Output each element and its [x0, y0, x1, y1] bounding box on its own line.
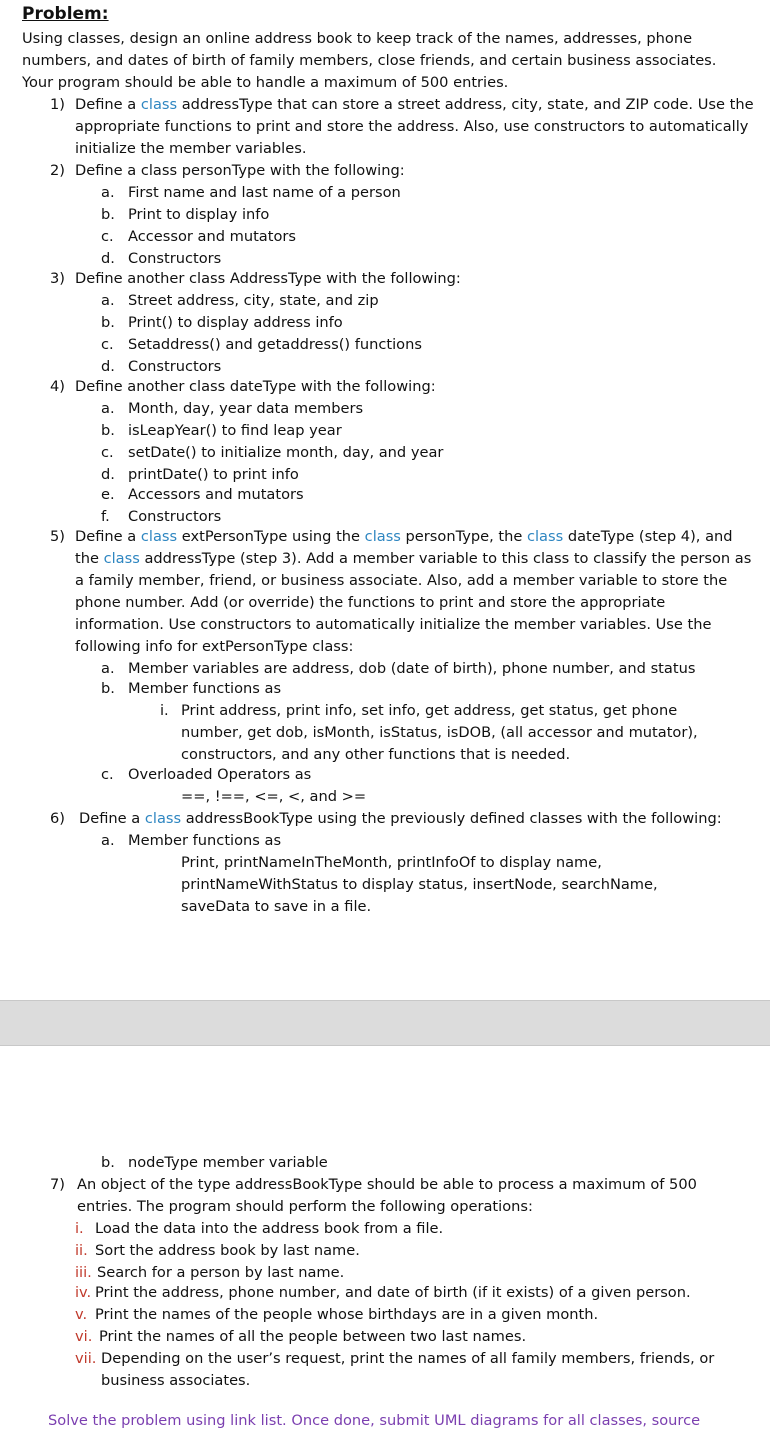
- class-keyword: class: [140, 528, 178, 545]
- item-5-sub-b-label: b.: [101, 680, 115, 697]
- item-2-sub-d-label: d.: [101, 250, 115, 267]
- item-2-sub-a-label: a.: [101, 184, 115, 201]
- item-5-sub-c: Overloaded Operators as: [128, 766, 312, 783]
- item-3-number: 3): [50, 270, 65, 287]
- item-3-sub-c: Setaddress() and getaddress() functions: [128, 336, 422, 353]
- class-keyword: class: [140, 96, 178, 113]
- item-3-sub-b: Print() to display address info: [128, 314, 343, 331]
- item-7-text: An object of the type addressBookType should be able to process a maximum of 500 entries. The program should perform the following operations:: [77, 1176, 697, 1215]
- op-7-numeral: vii.: [75, 1350, 97, 1367]
- op-7-text-cont: business associates.: [101, 1372, 251, 1389]
- intro-paragraph: Using classes, design an online address book to keep track of the names, addresses, phone numbers, and dates of birth of family members, close friends, and certain business associates. Your program should be able to handle a maximum of 500 entries.: [22, 30, 717, 91]
- item-2-sub-a: First name and last name of a person: [128, 184, 401, 201]
- item-5-sub-i: Print address, print info, set info, get address, get status, get phone number, get dob, isMonth, isStatus, isDOB, (all accessor and mutator), constructors, and any other functions that is needed.: [181, 702, 698, 763]
- item-4-sub-e-label: e.: [101, 486, 115, 503]
- item-2-sub-c-label: c.: [101, 228, 114, 245]
- item-2-sub-b: Print to display info: [128, 206, 270, 223]
- class-keyword: class: [526, 528, 564, 545]
- item-3-sub-d-label: d.: [101, 358, 115, 375]
- item-1-text: Define a class addressType that can store a street address, city, state, and ZIP code. Use the appropriate functions to print and store the address. Also, use constructors to automatically initialize the member variables.: [75, 96, 754, 157]
- item-4-sub-d-label: d.: [101, 466, 115, 483]
- item-3-sub-a-label: a.: [101, 292, 115, 309]
- class-keyword: class: [103, 550, 140, 567]
- item-2-sub-c: Accessor and mutators: [128, 228, 297, 245]
- op-6-numeral: vi.: [75, 1328, 93, 1345]
- op-1-text: Load the data into the address book from a file.: [95, 1220, 444, 1237]
- op-3-numeral: iii.: [75, 1264, 92, 1281]
- item-4-sub-f-label: f.: [101, 508, 110, 525]
- item-5-sub-b: Member functions as: [128, 680, 282, 697]
- item-4-sub-d: printDate() to print info: [128, 466, 299, 483]
- op-2-numeral: ii.: [75, 1242, 88, 1259]
- item-6-sub-a: Member functions as: [128, 832, 282, 849]
- op-3-text: Search for a person by last name.: [97, 1264, 345, 1281]
- class-keyword: class: [144, 810, 182, 827]
- item-4-sub-e: Accessors and mutators: [128, 486, 304, 503]
- item-4-sub-b: isLeapYear() to find leap year: [128, 422, 342, 439]
- item-5-sub-c-label: c.: [101, 766, 114, 783]
- item-2-sub-d: Constructors: [128, 250, 222, 267]
- item-2-sub-b-label: b.: [101, 206, 115, 223]
- item-4-sub-f: Constructors: [128, 508, 222, 525]
- item-5-number: 5): [50, 528, 65, 545]
- item-4-sub-a: Month, day, year data members: [128, 400, 364, 417]
- op-6-text: Print the names of all the people between two last names.: [99, 1328, 527, 1345]
- item-4-sub-b-label: b.: [101, 422, 115, 439]
- item-3-sub-a: Street address, city, state, and zip: [128, 292, 379, 309]
- item-2-number: 2): [50, 162, 65, 179]
- item-6-functions: Print, printNameInTheMonth, printInfoOf to display name, printNameWithStatus to display status, insertNode, searchName, saveData to save in a file.: [181, 854, 658, 915]
- item-5-text: Define a class extPersonType using the class personType, the class dateType (step 4), and the class addressType (step 3). Add a member variable to this class to classify the person as a family member, friend, or business associate. Also, add a member variable to store the phone number. Add (or override) the functions to print and store the appropriate information. Use constructors to automatically initialize the member variables. Use the following info for extPersonType class:: [75, 528, 752, 655]
- item-6-sub-b: nodeType member variable: [128, 1154, 328, 1171]
- item-5-sub-i-label: i.: [160, 702, 169, 719]
- item-5-sub-a: Member variables are address, dob (date of birth), phone number, and status: [128, 660, 696, 677]
- item-3-sub-b-label: b.: [101, 314, 115, 331]
- op-1-numeral: i.: [75, 1220, 84, 1237]
- item-1-number: 1): [50, 96, 65, 113]
- page-separator: [0, 1000, 770, 1046]
- item-2-text: Define a class personType with the following:: [75, 162, 405, 179]
- op-2-text: Sort the address book by last name.: [95, 1242, 360, 1259]
- op-4-text: Print the address, phone number, and date of birth (if it exists) of a given person.: [95, 1284, 691, 1301]
- item-5-sub-a-label: a.: [101, 660, 115, 677]
- item-6-sub-b-label: b.: [101, 1154, 115, 1171]
- class-keyword: class: [364, 528, 401, 545]
- item-4-number: 4): [50, 378, 65, 395]
- op-5-text: Print the names of the people whose birthdays are in a given month.: [95, 1306, 599, 1323]
- item-4-sub-c: setDate() to initialize month, day, and year: [128, 444, 444, 461]
- footer-instructions: Solve the problem using link list. Once done, submit UML diagrams for all classes, source: [48, 1412, 701, 1429]
- item-7-number: 7): [50, 1176, 65, 1193]
- item-3-sub-d: Constructors: [128, 358, 222, 375]
- op-4-numeral: iv.: [75, 1284, 92, 1301]
- item-6-sub-a-label: a.: [101, 832, 115, 849]
- item-3-sub-c-label: c.: [101, 336, 114, 353]
- item-5-operators: ==, !==, <=, <, and >=: [181, 788, 367, 805]
- document-page-2: [0, 1046, 770, 1430]
- item-4-sub-a-label: a.: [101, 400, 115, 417]
- item-3-text: Define another class AddressType with the following:: [75, 270, 461, 287]
- item-4-sub-c-label: c.: [101, 444, 114, 461]
- item-6-number: 6): [50, 810, 65, 827]
- op-5-numeral: v.: [75, 1306, 88, 1323]
- problem-title: Problem:: [22, 4, 109, 24]
- item-6-text: Define a class addressBookType using the previously defined classes with the following:: [79, 810, 722, 827]
- op-7-text: Depending on the user’s request, print the names of all family members, friends, or: [101, 1350, 715, 1367]
- item-4-text: Define another class dateType with the following:: [75, 378, 436, 395]
